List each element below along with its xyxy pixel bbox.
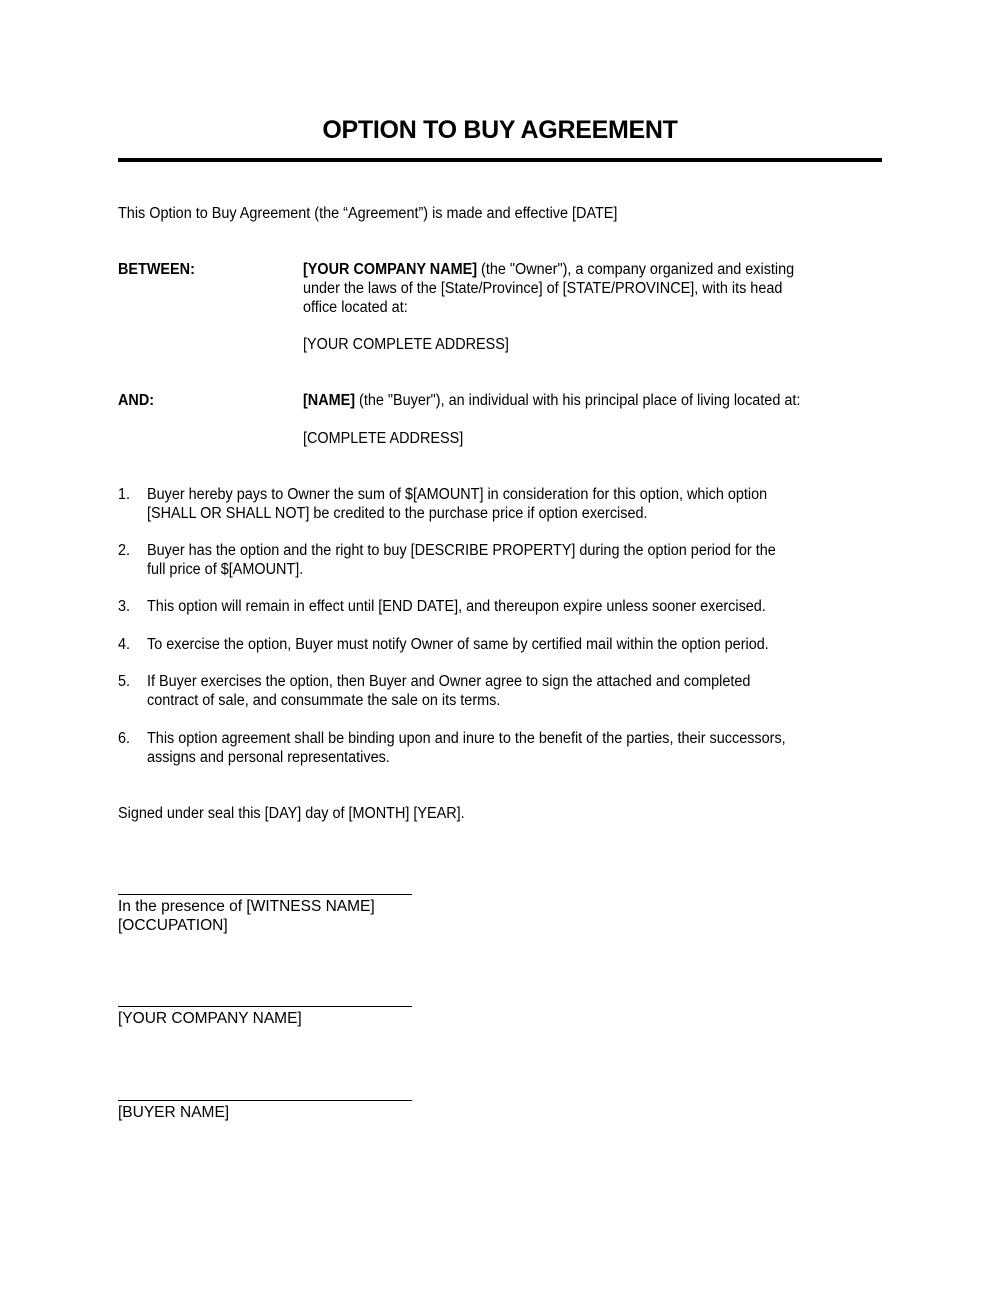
buyer-signature-line [118,1100,412,1101]
owner-address: [YOUR COMPLETE ADDRESS] [303,336,509,353]
clause-text: If Buyer exercises the option, then Buyer and Owner agree to sign the attached and completed [147,673,751,690]
owner-line-3: office located at: [303,299,408,316]
intro-paragraph: This Option to Buy Agreement (the “Agreement”) is made and effective [DATE] [118,205,618,222]
clause-number: 1. [118,486,131,503]
clause-text: contract of sale, and consummate the sale on its terms. [147,692,501,709]
company-signature-label: [YOUR COMPANY NAME] [118,1010,302,1027]
signed-statement: Signed under seal this [DAY] day of [MONTH] [YEAR]. [118,805,465,822]
clause-text: Buyer has the option and the right to buy [DESCRIBE PROPERTY] during the option period for the [147,542,776,559]
owner-line-1 [303,260,794,279]
owner-desc: (the "Owner"), a company organized and existing [477,261,795,278]
between-label: BETWEEN: [118,261,195,278]
buyer-line [303,391,800,410]
clause-text: To exercise the option, Buyer must notify Owner of same by certified mail within the option period. [147,636,769,653]
clause-number: 6. [118,730,131,747]
owner-line-2: under the laws of the [State/Province] of [STATE/PROVINCE], with its head [303,280,783,297]
clause-number: 3. [118,598,131,615]
owner-name: [YOUR COMPANY NAME] [303,261,478,278]
witness-label: In the presence of [WITNESS NAME] [118,898,375,915]
clause-number: 2. [118,542,131,559]
company-signature-line [118,1006,412,1007]
buyer-name: [NAME] [303,392,356,409]
witness-occupation: [OCCUPATION] [118,917,228,934]
buyer-desc: (the "Buyer"), an individual with his principal place of living located at: [355,392,801,409]
clause-text: Buyer hereby pays to Owner the sum of $[AMOUNT] in consideration for this option, which option [147,486,768,503]
witness-signature-line [118,894,412,895]
clause-number: 4. [118,636,131,653]
clause-text: This option agreement shall be binding upon and inure to the benefit of the parties, their successors, [147,730,786,747]
buyer-signature-label: [BUYER NAME] [118,1104,230,1121]
buyer-address: [COMPLETE ADDRESS] [303,430,464,447]
clause-text: assigns and personal representatives. [147,749,390,766]
clause-text: This option will remain in effect until [END DATE], and thereupon expire unless sooner exercised. [147,598,766,615]
and-label: AND: [118,392,155,409]
clause-number: 5. [118,673,131,690]
clause-text: [SHALL OR SHALL NOT] be credited to the purchase price if option exercised. [147,505,648,522]
clause-text: full price of $[AMOUNT]. [147,561,304,578]
document-title: OPTION TO BUY AGREEMENT [322,116,678,144]
title-divider [118,158,882,162]
